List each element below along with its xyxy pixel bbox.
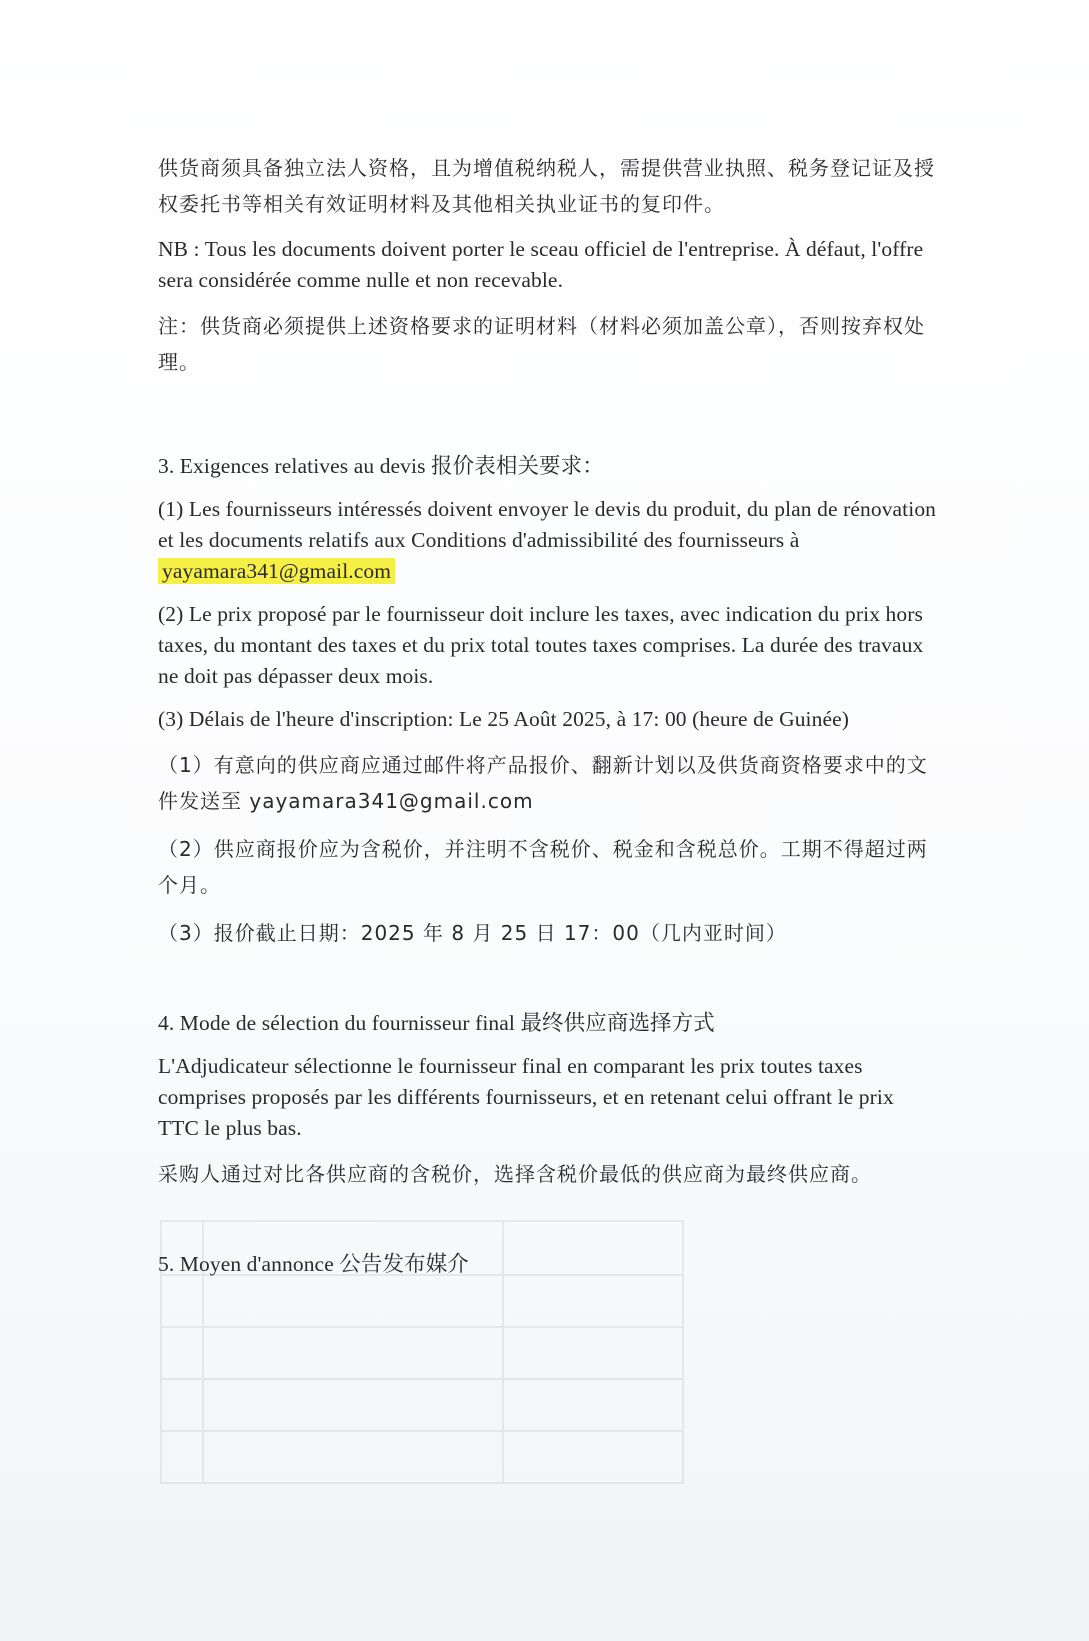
section-3-item-3-cn: （3）报价截止日期：2025 年 8 月 25 日 17：00（几内亚时间） <box>158 921 787 945</box>
highlighted-email: yayamara341@gmail.com <box>158 558 395 584</box>
note-fr: NB : Tous les documents doivent porter le sceau officiel de l'entreprise. À défaut, l'offre sera considérée comme nulle et non recevable. <box>158 237 924 292</box>
section-3-heading: 3. Exigences relatives au devis 报价表相关要求： <box>158 454 604 478</box>
intro-requirements-cn: 供货商须具备独立法人资格，且为增值税纳税人，需提供营业执照、税务登记证及授权委托书等相关有效证明材料及其他相关执业证书的复印件。 <box>158 156 935 216</box>
section-4-body-fr: L'Adjudicateur sélectionne le fournisseur final en comparant les prix toutes taxes comprises proposés par les différents fournisseurs, et en retenant celui offrant le prix TTC le plus bas. <box>158 1054 894 1140</box>
section-3-item-1-cn: （1）有意向的供应商应通过邮件将产品报价、翻新计划以及供货商资格要求中的文件发送至 yayamara341@gmail.com <box>158 753 928 813</box>
note-cn: 注：供货商必须提供上述资格要求的证明材料（材料必须加盖公章），否则按弃权处理。 <box>158 314 925 374</box>
section-3-item-2-cn: （2）供应商报价应为含税价，并注明不含税价、税金和含税总价。工期不得超过两个月。 <box>158 837 928 897</box>
spacer <box>158 963 938 1007</box>
spacer <box>158 1204 938 1248</box>
section-5-heading: 5. Moyen d'annonce 公告发布媒介 <box>158 1252 469 1276</box>
spacer <box>158 392 938 450</box>
section-3-item-3-fr: (3) Délais de l'heure d'inscription: Le 25 Août 2025, à 17: 00 (heure de Guinée) <box>158 707 850 731</box>
section-3-item-1-fr-text: (1) Les fournisseurs intéressés doivent envoyer le devis du produit, du plan de rénovation et les documents relatifs aux Conditions d'admissibilité des fournisseurs à <box>158 497 937 552</box>
bleed-row <box>162 1326 682 1328</box>
bleed-row <box>162 1378 682 1380</box>
section-3-item-1-fr <box>158 494 938 587</box>
document-body <box>158 150 938 1292</box>
section-4-body-cn: 采购人通过对比各供应商的含税价，选择含税价最低的供应商为最终供应商。 <box>158 1162 872 1186</box>
bleed-row <box>162 1430 682 1432</box>
section-4-heading: 4. Mode de sélection du fournisseur final 最终供应商选择方式 <box>158 1011 715 1035</box>
section-3-item-2-fr: (2) Le prix proposé par le fournisseur doit inclure les taxes, avec indication du prix hors taxes, du montant des taxes et du prix total toutes taxes comprises. La durée des travaux ne doit pas dépasser deux mois. <box>158 602 924 688</box>
